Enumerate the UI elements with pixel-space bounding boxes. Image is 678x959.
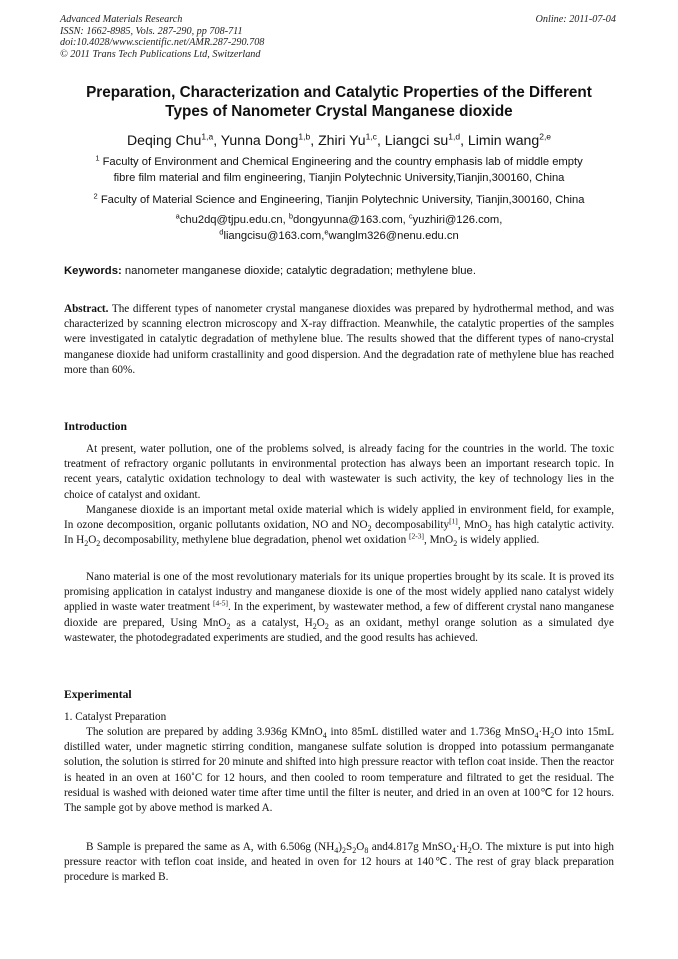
journal-name: Advanced Materials Research <box>60 14 183 25</box>
paragraph-text: O. The mixture is put into high pressure reactor with teflon coat inside, and heated in oven for 12 hours at 140℃. The rest of gray black preparation procedure is marked B. <box>64 841 614 884</box>
doi-line: doi:10.4028/www.scientific.net/AMR.287-290.708 <box>60 37 265 48</box>
paragraph-text: , MnO <box>457 519 488 532</box>
subscript: 4 <box>534 731 539 741</box>
subscript: 2 <box>367 524 372 534</box>
paragraph-text: At present, water pollution, one of the problems solved, is already facing for the countries in the world. The toxic treatment of refractory organic pollutants in environmental protection has always been an important research topic. In recent years, catalytic oxidation technology to deal with wastewater is such activity, the key of technology lies in the choice of catalyst and oxidant. <box>64 443 614 501</box>
paragraph-text: as an oxidant, methyl orange solution as a simulated dye wastewater, the photodegradated experiments are studied, and the good results has achieved. <box>64 616 614 644</box>
subscript: 2 <box>453 539 458 549</box>
author-affiliation-mark: 1,c <box>365 131 377 142</box>
citation: [4-5] <box>213 598 229 608</box>
intro-paragraph-2 <box>64 503 614 549</box>
author-name: Yunna Dong <box>220 132 299 148</box>
author-name: Deqing Chu <box>126 132 202 148</box>
affiliation-number: 2 <box>93 191 98 201</box>
affiliation-1 <box>62 155 616 186</box>
subscript: 2 <box>226 621 231 631</box>
online-date: Online: 2011-07-04 <box>535 14 616 25</box>
affiliation-2 <box>62 193 616 209</box>
paragraph-text: Manganese dioxide is an important metal oxide material which is widely applied in environment field, for example, In ozone decomposition, organic pollutants oxidation, NO and NO <box>64 504 614 532</box>
paper-title <box>60 84 618 121</box>
citation: [2-3] <box>409 531 425 541</box>
author-affiliation-mark: 1,d <box>448 131 461 142</box>
affiliation-number: 1 <box>95 153 100 163</box>
author-affiliation-mark: 2,e <box>539 131 552 142</box>
author-affiliation-mark: 1,b <box>298 131 311 142</box>
email-mark: a <box>175 211 180 221</box>
author-name: Zhiri Yu <box>318 132 366 148</box>
email-mark: e <box>324 226 329 236</box>
paragraph-text: into 85mL distilled water and 1.736g MnSO <box>326 726 535 738</box>
subscript: 2 <box>487 524 492 534</box>
author-name: Limin wang <box>467 132 540 148</box>
intro-paragraph-1 <box>64 442 614 503</box>
paragraph-text: Nano material is one of the most revolutionary materials for its unique properties brought by its scale. It is proved its promising application in catalyst industry and manganese dioxide is one of the most widely applied nano catalyst widely applied in waste water treatment <box>64 571 614 614</box>
paragraph-text: has high catalytic activity. In H <box>64 519 614 547</box>
subscript: 2 <box>550 731 555 741</box>
keywords-text: nanometer manganese dioxide; catalytic degradation; methylene blue. <box>121 265 476 277</box>
author-emails <box>60 213 618 244</box>
subscript: 2 <box>352 846 357 856</box>
paragraph-text: ·H <box>538 726 551 738</box>
paragraph-text: O <box>316 616 325 629</box>
subscript: 2 <box>342 846 347 856</box>
subscript: 2 <box>324 621 329 631</box>
experimental-paragraph-1 <box>64 725 614 816</box>
paragraph-text: is widely applied. <box>457 534 540 547</box>
author-affiliation-mark: 1,a <box>201 131 214 142</box>
email-link[interactable]: dongyunna@163.com, <box>293 214 409 226</box>
email-link[interactable]: liangcisu@163.com, <box>223 229 325 242</box>
paragraph-text: decomposability, methylene blue degradation, phenol wet oxidation <box>100 534 410 547</box>
paragraph-text: ) <box>338 841 343 853</box>
email-link[interactable]: wanglm326@nenu.edu.cn <box>328 229 459 242</box>
affiliation-text: fibre film material and film engineering, Tianjin Polytechnic University,Tianjin,300160, China <box>113 171 565 184</box>
author-name: Liangci su <box>384 132 449 148</box>
paragraph-text: . In the experiment, by wastewater method, a few of different crystal nano manganese dioxide are prepared, Using MnO <box>64 601 614 629</box>
paragraph-text: B Sample is prepared the same as A, with 6.506g (NH <box>86 841 335 853</box>
experimental-paragraph-2 <box>64 840 614 886</box>
paragraph-text: O <box>88 534 97 547</box>
journal-info <box>60 14 264 60</box>
paragraph-text: decomposability <box>371 519 450 532</box>
paragraph-text: O into 15mL distilled water, under magnetic stirring condition, manganese sulfate solution is dropped into potassium permanganate solution, the solution is stirred for 20 minute and shifted into high pressure reactor with teflon coat inside. Then the reactor is heated in an oven at 160˚C for 12 hours, and then cooled to room temperature and filtrated to get the residual. The residual is washed with deioned water time after time until the filter is neuter, and dried in an oven at 100℃ for 12 hours. The sample got by above method is marked A. <box>64 726 614 815</box>
abstract <box>64 302 614 378</box>
affiliation-text: Faculty of Material Science and Engineering, Tianjin Polytechnic University, Tianjin,300160, China <box>100 194 585 206</box>
paragraph-text: , MnO <box>424 534 454 547</box>
subscript: 2 <box>96 539 101 549</box>
author-list: Deqing Chu$^{1,a}$, Yunna Dong$^{1,b}$, Zhiri Yu$^{1,c}$, Liangci su$^{1,d}$, Limin wang$^{2,e}$ <box>126 131 552 148</box>
title-line-1: Preparation, Characterization and Catalytic Properties of the Different <box>86 84 592 101</box>
paragraph-text: The solution are prepared by adding 3.936g KMnO <box>86 726 323 738</box>
affiliation-text: Faculty of Environment and Chemical Engineering and the country emphasis lab of middle empty <box>102 156 583 168</box>
paragraph-text: S <box>346 841 353 853</box>
keywords <box>64 264 616 278</box>
email-mark: d <box>219 226 224 236</box>
abstract-label: Abstract. <box>64 303 109 315</box>
email-link[interactable]: yuzhiri@126.com, <box>412 214 503 226</box>
issn-line: ISSN: 1662-8985, Vols. 287-290, pp 708-711 <box>60 25 243 37</box>
paragraph-text: and4.817g MnSO <box>368 841 452 853</box>
subscript: 4 <box>334 846 339 856</box>
abstract-text: The different types of nanometer crystal manganese dioxides was prepared by hydrothermal method, and was characterized by scanning electron microscopy and X-ray diffraction. Meanwhile, the catalytic properties of the samples were investigated in catalytic degradation of methylene blue. The results showed that the different types of nano-crystal manganese dioxide had uniform crastallinity and good dispersion. And the degradation rate of methylene blue has reached more than 60%. <box>64 303 614 376</box>
keywords-label: Keywords: <box>64 265 122 277</box>
subscript: 8 <box>364 846 369 856</box>
paragraph-text: O <box>356 841 365 853</box>
email-mark: b <box>288 211 294 221</box>
experimental-heading: Experimental <box>64 688 132 701</box>
subscript: 2 <box>467 846 472 856</box>
email-link[interactable]: chu2dq@tjpu.edu.cn, <box>179 214 289 226</box>
intro-paragraph-3 <box>64 570 614 646</box>
copyright-line: © 2011 Trans Tech Publications Ltd, Switzerland <box>60 48 261 60</box>
subscript: 2 <box>84 539 89 549</box>
subscript: 4 <box>451 846 456 856</box>
subscript: 4 <box>322 731 327 741</box>
catalyst-preparation-subheading <box>64 710 614 725</box>
citation: [1] <box>449 516 458 526</box>
paragraph-text: as a catalyst, H <box>230 616 313 629</box>
email-mark: c <box>408 211 413 221</box>
paragraph-text: ·H <box>455 841 468 853</box>
subscript: 2 <box>312 621 317 631</box>
subheading-text: 1. Catalyst Preparation <box>64 711 167 723</box>
introduction-heading: Introduction <box>64 420 127 433</box>
title-line-2: Types of Nanometer Crystal Manganese dioxide <box>165 102 513 120</box>
